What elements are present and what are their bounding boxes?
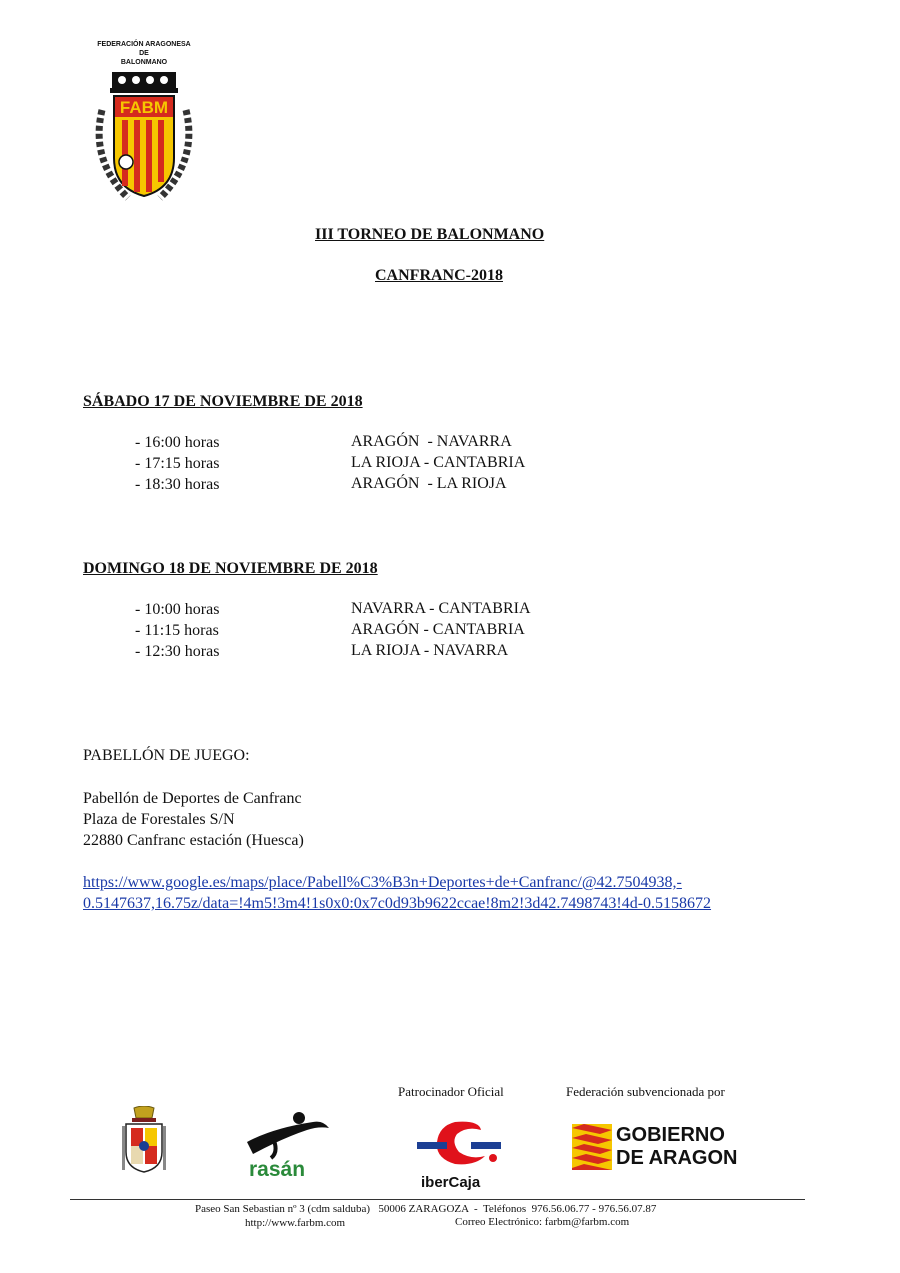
day-heading: SÁBADO 17 DE NOVIEMBRE DE 2018	[83, 393, 363, 410]
match-time: - 12:30 horas	[135, 643, 220, 660]
match-teams: ARAGÓN - LA RIOJA	[351, 475, 507, 492]
rasan-wordmark: rasán	[249, 1158, 306, 1181]
day-heading: DOMINGO 18 DE NOVIEMBRE DE 2018	[83, 560, 378, 577]
map-link-line[interactable]: https://www.google.es/maps/place/Pabell%C3%B3n+Deportes+de+Canfranc/@42.7504938,-	[83, 874, 682, 891]
map-link[interactable]	[83, 872, 711, 914]
official-sponsor-label: Patrocinador Oficial	[398, 1084, 504, 1099]
tournament-title: III TORNEO DE BALONMANO	[315, 226, 545, 243]
footer-website[interactable]: http://www.farbm.com	[245, 1217, 346, 1229]
logo-caption	[88, 40, 200, 67]
ibercaja-logo	[415, 1118, 505, 1198]
logo-badge-text: FABM	[119, 98, 169, 117]
fabm-crest-icon	[88, 70, 200, 210]
tournament-subtitle: CANFRANC-2018	[375, 267, 503, 284]
ibercaja-wordmark: iberCaja	[421, 1174, 481, 1191]
logo-caption-line: DE	[139, 50, 149, 57]
match-teams: ARAGÓN - CANTABRIA	[351, 621, 525, 638]
footer-email[interactable]: Correo Electrónico: farbm@farbm.com	[455, 1216, 630, 1228]
match-time: - 10:00 horas	[135, 601, 220, 618]
subsidy-label: Federación subvencionada por	[566, 1084, 725, 1099]
fabm-logo	[88, 40, 200, 210]
footer-address: Paseo San Sebastian nº 3 (cdm salduba) 50006 ZARAGOZA - Teléfonos 976.56.06.77 - 976.56.07.87	[195, 1203, 657, 1215]
match-teams: NAVARRA - CANTABRIA	[351, 600, 531, 617]
venue-address-line: 22880 Canfranc estación (Huesca)	[83, 832, 304, 849]
match-teams: ARAGÓN - NAVARRA	[351, 433, 512, 450]
match-teams: LA RIOJA - CANTABRIA	[351, 454, 526, 471]
venue-address-line: Pabellón de Deportes de Canfranc	[83, 790, 302, 807]
match-time: - 11:15 horas	[135, 622, 219, 639]
gobierno-wordmark-line: DE ARAGON	[616, 1147, 738, 1169]
match-time: - 16:00 horas	[135, 434, 220, 451]
swimmer-icon	[243, 1108, 333, 1160]
venue-address-line: Plaza de Forestales S/N	[83, 811, 235, 828]
aragon-flag-icon	[572, 1124, 612, 1170]
match-teams: LA RIOJA - NAVARRA	[351, 642, 509, 659]
gobierno-wordmark-line: GOBIERNO	[616, 1124, 725, 1146]
match-time: - 17:15 horas	[135, 455, 220, 472]
footer-divider	[70, 1199, 805, 1200]
match-time: - 18:30 horas	[135, 476, 220, 493]
logo-caption-line: BALONMANO	[120, 59, 168, 66]
rasan-logo	[243, 1108, 333, 1188]
spanish-royal-crest-icon	[120, 1106, 168, 1176]
map-link-line[interactable]: 0.5147637,16.75z/data=!4m5!3m4!1s0x0:0x7c0d93b9622ccae!8m2!3d42.7498743!4d-0.5158672	[83, 895, 712, 912]
gobierno-aragon-logo	[572, 1124, 772, 1174]
logo-caption-line: FEDERACIÓN ARAGONESA	[97, 41, 191, 48]
venue-label: PABELLÓN DE JUEGO:	[83, 747, 250, 764]
ibercaja-symbol-icon	[415, 1118, 505, 1168]
